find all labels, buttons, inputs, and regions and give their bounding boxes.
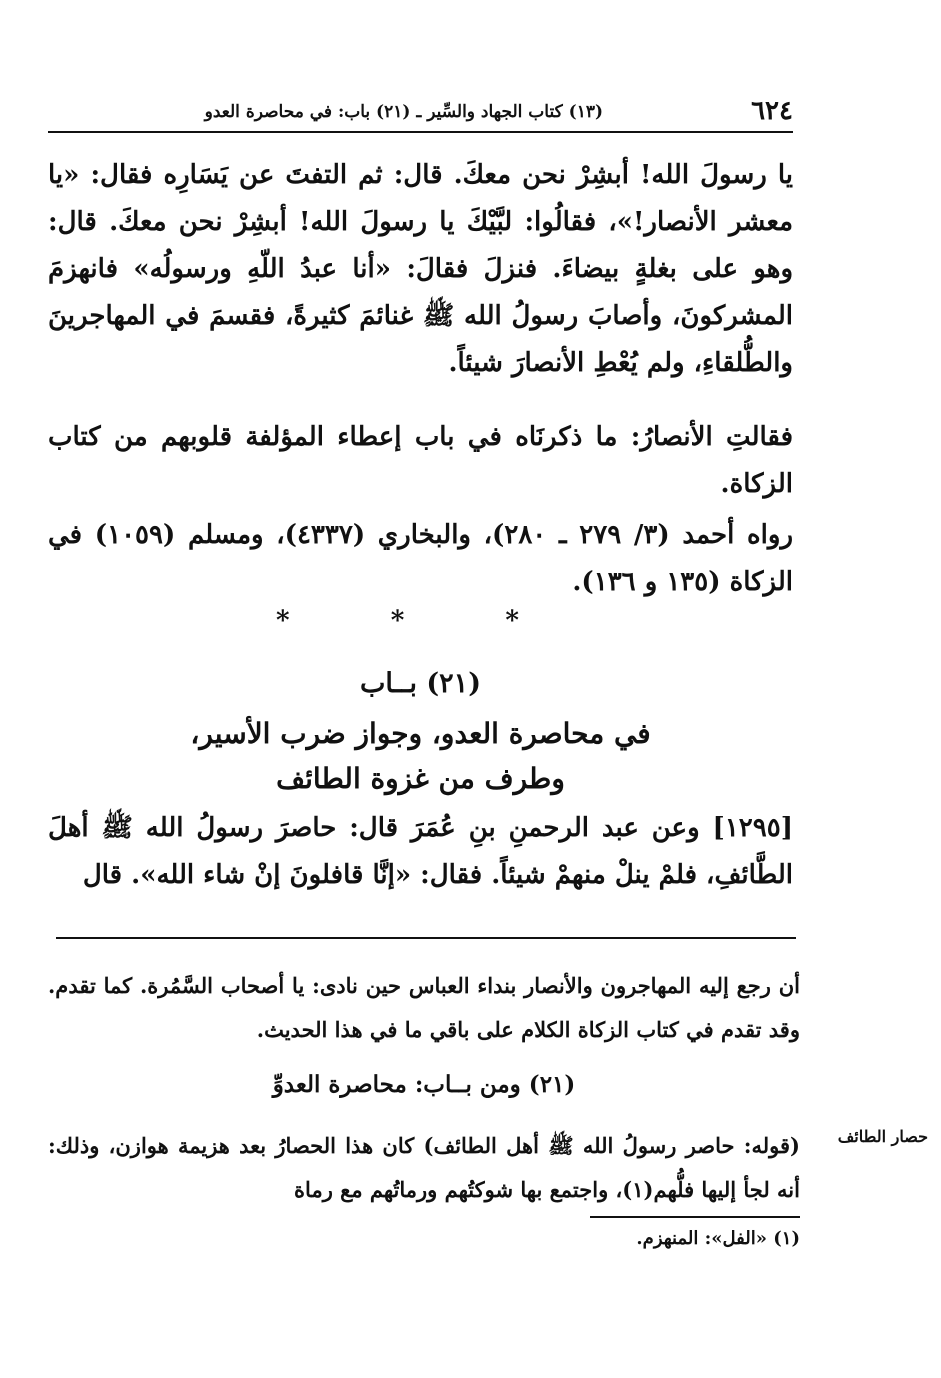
chapter-number: (٢١) بــاب (360, 668, 481, 699)
margin-note: حصار الطائف (837, 1127, 928, 1146)
paragraph-citation: رواه أحمد (٣/ ٢٧٩ ـ ٢٨٠)، والبخاري (٤٣٣٧)، ومسلم (١٠٥٩) في الزكاة (١٣٥ و ١٣٦). (48, 520, 794, 597)
hadith-text: [١٢٩٥] وعن عبد الرحمنِ بنِ عُمَرَ قال: حاصرَ رسولُ الله ﷺ أهلَ الطَّائفِ، فلمْ ينلْ منهمْ شيئاً. فقال: «إنَّا قافلونَ إنْ شاء الله». قال (48, 813, 793, 890)
commentary-section-heading: (٢١) ومن بــاب: محاصرة العدوِّ (272, 1071, 576, 1098)
paragraph-2: فقالتِ الأنصارُ: ما ذكرنَاه في باب إعطاء المؤلفة قلوبهم من كتاب الزكاة. (48, 422, 793, 499)
footnote: (١) «الفل»: المنهزم. (636, 1228, 800, 1249)
chapter-title-line-1: في محاصرة العدو، وجواز ضرب الأسير، (190, 717, 651, 750)
section-separator-stars: * * * (276, 606, 565, 636)
paragraph-1: يا رسولَ الله! أبشِرْ نحن معكَ. قال: ثم التفتَ عن يَسَارِه فقال: «يا معشر الأنصار!»، فقالُوا: لبَّيْكَ يا رسولَ الله! أبشِرْ نحن معكَ. قال: وهو على بغلةٍ بيضاءَ. فنزلَ فقالَ: «أنا عبدُ اللّهِ ورسولُه» فانهزمَ المشركونَ، وأصابَ رسولُ الله ﷺ غنائمَ كثيرةً، فقسمَ في المهاجرينَ والطُّلقاءِ، ولم يُعْطِ الأنصارَ شيئاً. (48, 160, 793, 378)
commentary-divider (56, 937, 796, 939)
commentary-body: (قوله: حاصر رسولُ الله ﷺ أهل الطائف) كان هذا الحصارُ بعد هزيمة هوازن، وذلك: أنه لجأ إليها فلُّهم(١)، واجتمع بها شوكتُهم ورماتُهم مع رماة (48, 1133, 800, 1202)
page-number: ٦٢٤ (751, 96, 793, 126)
footnote-rule (590, 1216, 800, 1218)
running-title: (١٣) كتاب الجهاد والسِّير ـ (٢١) باب: في محاصرة العدو (204, 102, 603, 122)
page-header (48, 94, 793, 130)
chapter-title-line-2: وطرف من غزوة الطائف (276, 762, 565, 795)
header-rule (48, 131, 793, 133)
commentary-continuation: أن رجع إليه المهاجرون والأنصار بنداء العباس حين نادى: يا أصحاب السَّمُرة. كما تقدم. وقد تقدم في كتاب الزكاة الكلام على باقي ما في هذا الحديث. (48, 973, 800, 1042)
